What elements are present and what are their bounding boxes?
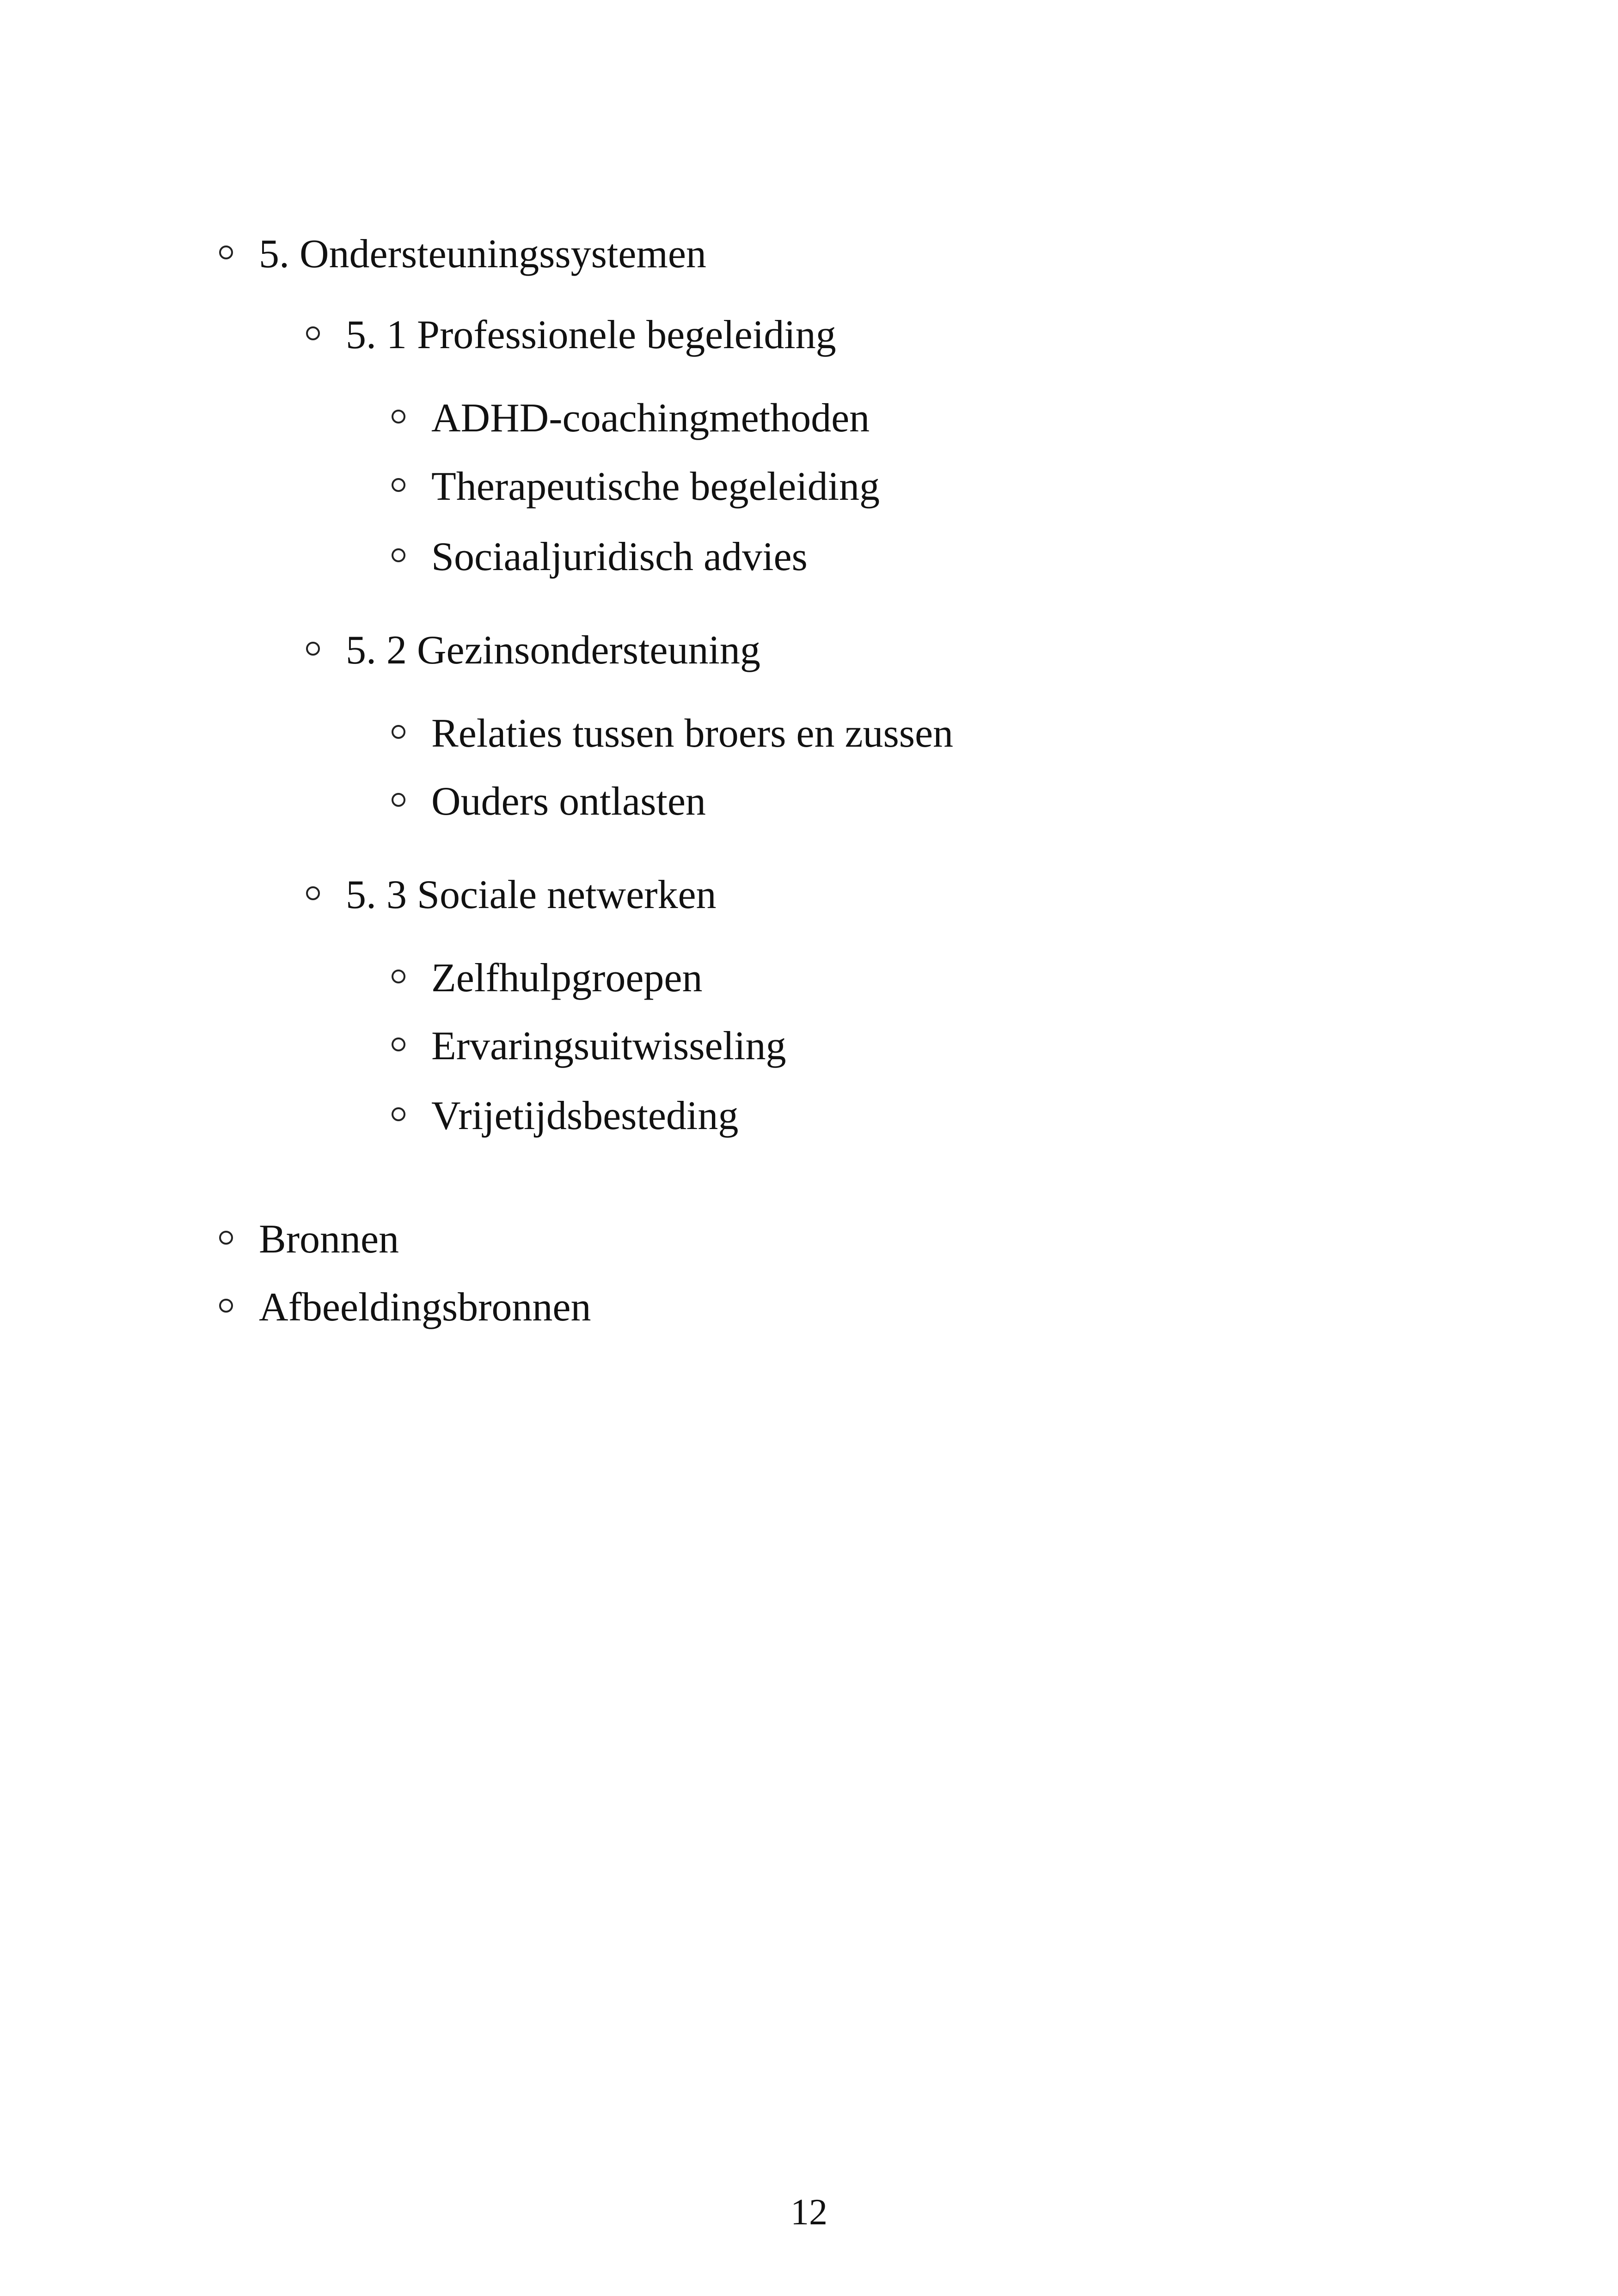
outline-item-label: Bronnen (259, 1217, 399, 1262)
hollow-circle-bullet-icon (392, 725, 405, 739)
outline-item-label: Therapeutische begeleiding (431, 464, 880, 509)
hollow-circle-bullet-icon (219, 246, 233, 259)
hollow-circle-bullet-icon (392, 478, 405, 492)
hollow-circle-bullet-icon (306, 326, 320, 340)
outline-item-label: 5. 3 Sociale netwerken (346, 872, 717, 917)
outline-item-label: Sociaaljuridisch advies (431, 534, 808, 579)
outline-item-label: Relaties tussen broers en zussen (431, 711, 954, 756)
page-number: 12 (791, 2192, 827, 2233)
outline-item-label: ADHD-coachingmethoden (431, 396, 870, 441)
outline-item-label: 5. Ondersteuningssystemen (259, 232, 706, 276)
outline-item-label: Afbeeldingsbronnen (259, 1285, 591, 1330)
hollow-circle-bullet-icon (219, 1299, 233, 1313)
hollow-circle-bullet-icon (392, 1037, 405, 1051)
outline-item-label: 5. 2 Gezinsondersteuning (346, 628, 760, 673)
outline-item-label: 5. 1 Professionele begeleiding (346, 313, 836, 357)
outline-item-label: Vrijetijdsbesteding (431, 1093, 739, 1138)
outline-item-label: Ouders ontlasten (431, 779, 706, 824)
hollow-circle-bullet-icon (392, 793, 405, 807)
outline-item-label: Ervaringsuitwisseling (431, 1024, 786, 1068)
hollow-circle-bullet-icon (306, 886, 320, 900)
hollow-circle-bullet-icon (392, 548, 405, 562)
hollow-circle-bullet-icon (219, 1231, 233, 1245)
hollow-circle-bullet-icon (392, 970, 405, 983)
outline-item-label: Zelfhulpgroepen (431, 956, 703, 1001)
hollow-circle-bullet-icon (392, 410, 405, 424)
hollow-circle-bullet-icon (392, 1107, 405, 1121)
hollow-circle-bullet-icon (306, 642, 320, 656)
